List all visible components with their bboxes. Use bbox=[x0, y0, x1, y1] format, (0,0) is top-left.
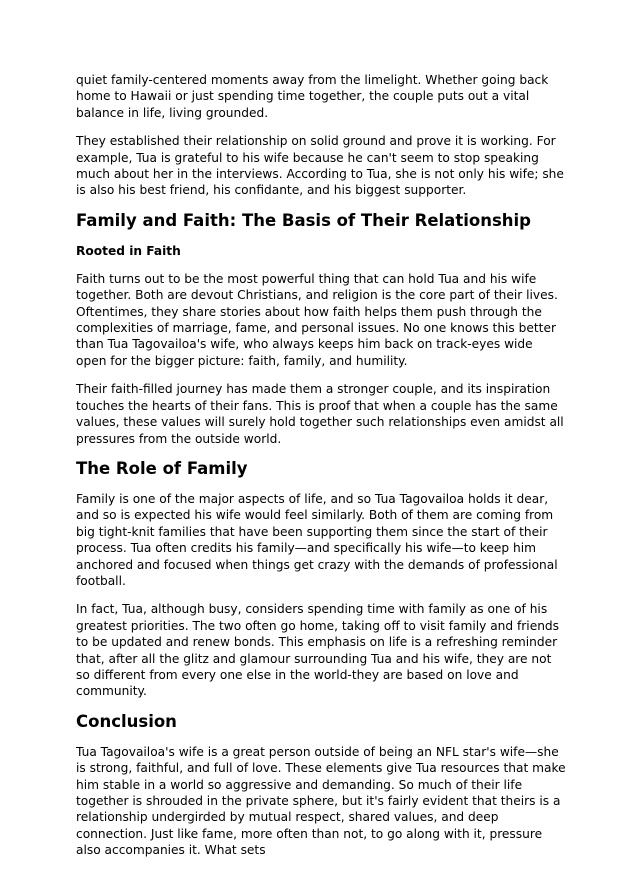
intro-paragraph: quiet family-centered moments away from the limelight. Whether going back home to Hawaii or just spending time together, the couple puts out a vital balance in life, living grounded. bbox=[76, 73, 549, 120]
document-page bbox=[76, 72, 566, 871]
section-heading-faith: Family and Faith: The Basis of Their Relationship bbox=[76, 210, 531, 230]
section-heading-family: The Role of Family bbox=[76, 458, 248, 478]
conclusion-paragraph: Tua Tagovailoa's wife is a great person outside of being an NFL star's wife—she is strong, faithful, and full of love. These elements give Tua resources that make him stable in a world so aggressive and demanding. So much of their life together is shrouded in the private sphere, but it's fairly evident that theirs is a relationship undergirded by mutual respect, shared values, and deep connection. Just like fame, more often than not, to go along with it, pressure also accompanies it. What sets bbox=[76, 744, 566, 858]
family-paragraph: Family is one of the major aspects of life, and so Tua Tagovailoa holds it dear, and so is expected his wife would feel similarly. Both of them are coming from big tight-knit families that have been supporting them since the start of their process. Tua often credits his family—and specifically his wife—to keep him anchored and focused when things get crazy with the demands of professional football. bbox=[76, 491, 558, 588]
subheading-rooted-in-faith: Rooted in Faith bbox=[76, 243, 181, 258]
faith-paragraph: Faith turns out to be the most powerful thing that can hold Tua and his wife together. Both are devout Christians, and religion is the core part of their lives. Oftentimes, they share stories about how faith helps them push through the complexities of marriage, fame, and personal issues. No one knows this better than Tua Tagovailoa's wife, who always keeps him back on track-eyes wide open for the bigger picture: faith, family, and humility. bbox=[76, 271, 558, 368]
faith-paragraph: Their faith-filled journey has made them a stronger couple, and its inspiration touches the hearts of their fans. This is proof that when a couple has the same values, these values will surely hold together such relationships even amidst all pressures from the outside world. bbox=[76, 382, 564, 446]
section-heading-conclusion: Conclusion bbox=[76, 711, 177, 731]
intro-paragraph: They established their relationship on solid ground and prove it is working. For example, Tua is grateful to his wife because he can't seem to stop speaking much about her in the interviews. According to Tua, she is not only his wife; she is also his best friend, his confidante, and his biggest supporter. bbox=[76, 134, 564, 198]
family-paragraph: In fact, Tua, although busy, considers spending time with family as one of his greatest priorities. The two often go home, taking off to visit family and friends to be updated and renew bonds. This emphasis on life is a refreshing reminder that, after all the glitz and glamour surrounding Tua and his wife, they are not so different from every one else in the world-they are based on love and community. bbox=[76, 602, 560, 699]
